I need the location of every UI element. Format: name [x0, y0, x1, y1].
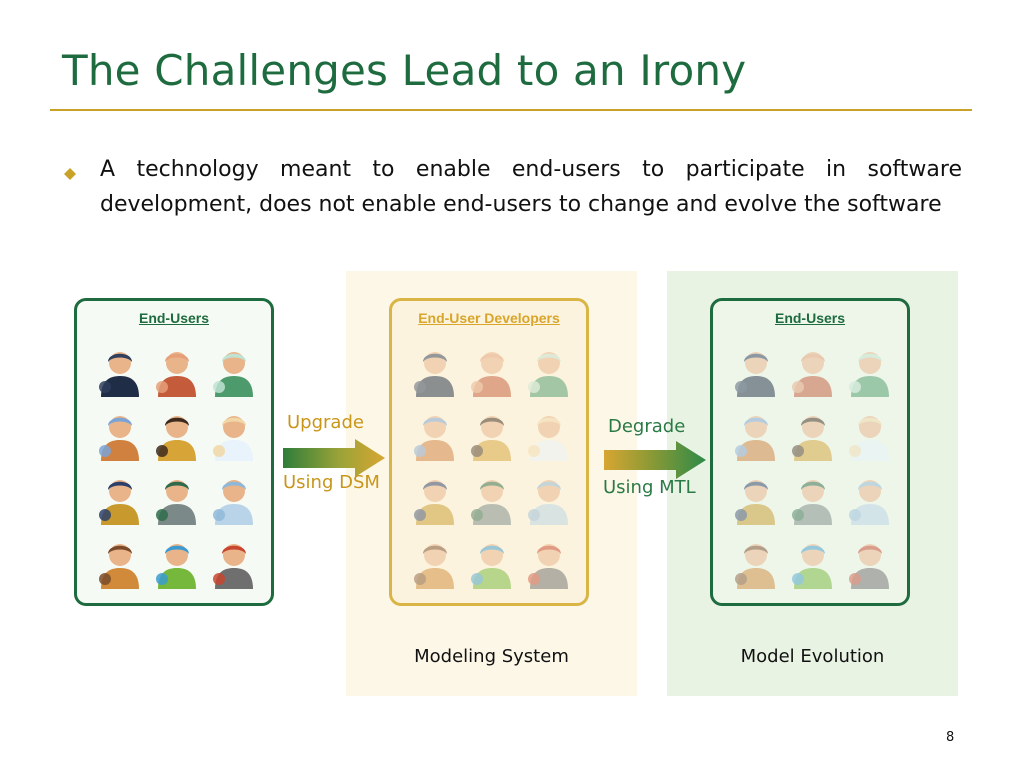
- title-divider: [50, 109, 972, 111]
- teacher-icon: [784, 531, 841, 595]
- people-grid: [91, 339, 263, 595]
- mechanic-icon: [842, 531, 899, 595]
- scientist-icon: [206, 339, 263, 403]
- diamond-bullet-icon: [62, 166, 78, 182]
- scientist-icon: [842, 339, 899, 403]
- end-users-group: [74, 298, 274, 606]
- group-title: End-Users: [774, 310, 846, 326]
- hairdresser-icon: [784, 339, 841, 403]
- degrade-label: Degrade: [608, 416, 686, 437]
- surgeon-icon: [521, 467, 578, 531]
- teacher-icon: [463, 531, 520, 595]
- pet-owner-icon: [727, 531, 784, 595]
- lawyer-icon: [91, 467, 148, 531]
- end-users-evolved-group: [710, 298, 910, 606]
- surgeon-icon: [842, 467, 899, 531]
- police-officer-icon: [91, 339, 148, 403]
- mechanic-icon: [206, 531, 263, 595]
- banker-icon: [148, 403, 205, 467]
- modeling-system-label: Modeling System: [414, 646, 569, 667]
- surgeon-icon: [206, 467, 263, 531]
- teacher-icon: [148, 531, 205, 595]
- banker-icon: [463, 403, 520, 467]
- model-evolution-label: Model Evolution: [740, 646, 885, 667]
- end-user-developers-group: [389, 298, 589, 606]
- shopper-icon: [91, 403, 148, 467]
- pet-owner-icon: [406, 531, 463, 595]
- shopper-icon: [727, 403, 784, 467]
- police-officer-icon: [406, 339, 463, 403]
- group-title: End-User Developers: [418, 310, 560, 326]
- group-title: End-Users: [138, 310, 210, 326]
- bullet-text: A technology meant to enable end-users to participate in software development, does not enable end-users to change and evolve the software: [100, 157, 962, 217]
- using-dsm-label: Using DSM: [283, 472, 380, 493]
- nurse-icon: [206, 403, 263, 467]
- people-grid: [406, 339, 578, 595]
- nurse-icon: [521, 403, 578, 467]
- banker-icon: [784, 403, 841, 467]
- page-number: 8: [946, 730, 955, 745]
- hairdresser-icon: [463, 339, 520, 403]
- scientist-icon: [521, 339, 578, 403]
- upgrade-label: Upgrade: [287, 412, 364, 433]
- using-mtl-label: Using MTL: [603, 477, 696, 498]
- people-grid: [727, 339, 899, 595]
- degrade-arrow-icon: [604, 441, 708, 479]
- mechanic-icon: [521, 531, 578, 595]
- nurse-icon: [842, 403, 899, 467]
- police-officer-icon: [727, 339, 784, 403]
- lawyer-icon: [406, 467, 463, 531]
- slide-title: The Challenges Lead to an Irony: [62, 46, 747, 95]
- doctor-icon: [463, 467, 520, 531]
- hairdresser-icon: [148, 339, 205, 403]
- doctor-icon: [148, 467, 205, 531]
- pet-owner-icon: [91, 531, 148, 595]
- doctor-icon: [784, 467, 841, 531]
- shopper-icon: [406, 403, 463, 467]
- lawyer-icon: [727, 467, 784, 531]
